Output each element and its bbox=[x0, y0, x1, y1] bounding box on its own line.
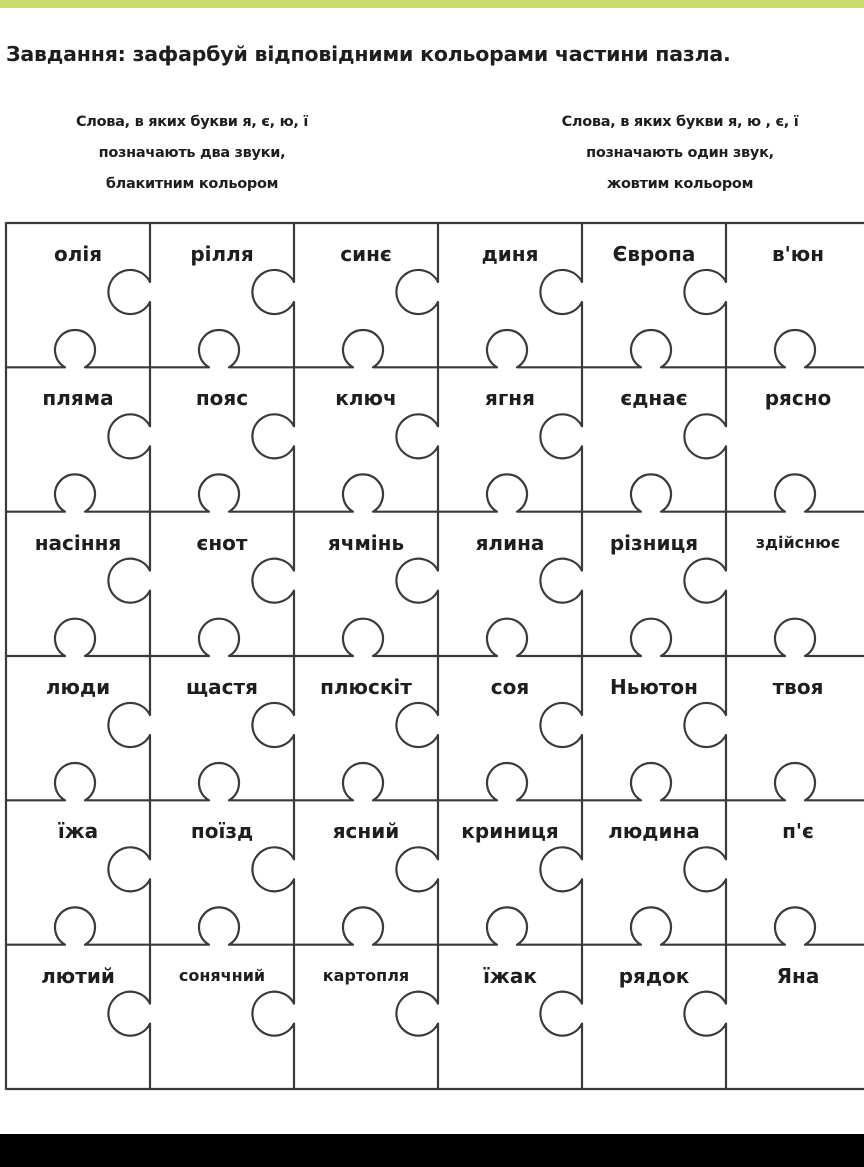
puzzle-edge-horizontal bbox=[6, 763, 150, 800]
puzzle-word[interactable]: різниця bbox=[609, 530, 699, 555]
puzzle-edge-horizontal bbox=[150, 474, 294, 511]
puzzle-word[interactable]: поїзд bbox=[190, 819, 254, 844]
puzzle-word[interactable]: ключ bbox=[335, 386, 397, 411]
puzzle-edge-horizontal bbox=[438, 474, 582, 511]
puzzle-edge-horizontal bbox=[150, 907, 294, 944]
puzzle-word[interactable]: щастя bbox=[186, 675, 258, 699]
puzzle-word[interactable]: соя bbox=[490, 675, 530, 699]
puzzle-word[interactable]: здійснює bbox=[755, 532, 841, 552]
puzzle-word[interactable]: плюскіт bbox=[320, 675, 412, 699]
puzzle-edge-horizontal bbox=[582, 330, 726, 367]
puzzle-edge-horizontal bbox=[726, 619, 864, 656]
puzzle-word[interactable]: диня bbox=[481, 242, 539, 266]
instruction-left-line-3: блакитним кольором bbox=[105, 176, 279, 192]
puzzle-edge-horizontal bbox=[438, 763, 582, 800]
puzzle-edge-horizontal bbox=[726, 474, 864, 511]
puzzle-word[interactable]: в'юн bbox=[771, 242, 825, 266]
puzzle-edge-horizontal bbox=[294, 474, 438, 511]
puzzle-edge-horizontal bbox=[294, 330, 438, 367]
puzzle-edge-horizontal bbox=[726, 763, 864, 800]
puzzle-word[interactable]: сонячний bbox=[178, 965, 266, 985]
puzzle-word[interactable]: їжа bbox=[57, 819, 99, 844]
instruction-left-line-2: позначають два звуки, bbox=[98, 145, 286, 161]
puzzle-word[interactable]: картопля bbox=[322, 965, 410, 985]
puzzle-word[interactable]: їжак bbox=[483, 963, 537, 988]
puzzle-word[interactable]: п'є bbox=[782, 819, 814, 844]
puzzle-edge-horizontal bbox=[6, 619, 150, 656]
puzzle-word[interactable]: Яна bbox=[776, 963, 820, 988]
puzzle-edge-horizontal bbox=[6, 474, 150, 511]
puzzle-edge-horizontal bbox=[6, 907, 150, 944]
puzzle-word[interactable]: насіння bbox=[34, 530, 122, 555]
puzzle-edge-horizontal bbox=[582, 907, 726, 944]
puzzle-word[interactable]: пояс bbox=[195, 386, 249, 411]
puzzle-edge-horizontal bbox=[150, 619, 294, 656]
puzzle-edge-horizontal bbox=[438, 619, 582, 656]
puzzle-word[interactable]: рядок bbox=[618, 963, 690, 988]
puzzle-word[interactable]: єднає bbox=[620, 386, 688, 411]
puzzle-word[interactable]: пляма bbox=[42, 386, 114, 411]
puzzle-word[interactable]: ялина bbox=[475, 530, 545, 555]
puzzle-word[interactable]: єнот bbox=[196, 530, 248, 555]
puzzle-edge-horizontal bbox=[726, 330, 864, 367]
instruction-right-line-2: позначають один звук, bbox=[586, 145, 774, 161]
instruction-right-line-3: жовтим кольором bbox=[606, 176, 754, 192]
puzzle-word[interactable]: ясний bbox=[332, 819, 400, 844]
puzzle-word[interactable]: Ньютон bbox=[610, 675, 698, 699]
puzzle-edge-horizontal bbox=[438, 907, 582, 944]
puzzle-word[interactable]: синє bbox=[340, 242, 392, 266]
puzzle-word[interactable]: люди bbox=[45, 675, 111, 699]
puzzle-word[interactable]: рясно bbox=[764, 386, 832, 411]
puzzle-edge-horizontal bbox=[294, 763, 438, 800]
puzzle-edge-horizontal bbox=[438, 330, 582, 367]
puzzle-word[interactable]: ячмінь bbox=[327, 530, 405, 555]
puzzle-word[interactable]: твоя bbox=[772, 675, 824, 699]
puzzle-word[interactable]: олія bbox=[53, 242, 103, 266]
puzzle-edge-horizontal bbox=[582, 619, 726, 656]
puzzle-word[interactable]: рілля bbox=[190, 242, 254, 266]
puzzle-edge-horizontal bbox=[582, 474, 726, 511]
puzzle-edge-horizontal bbox=[150, 330, 294, 367]
puzzle-word[interactable]: Європа bbox=[612, 242, 696, 266]
puzzle-word[interactable]: криниця bbox=[461, 819, 559, 844]
puzzle-word[interactable]: людина bbox=[608, 819, 700, 844]
puzzle-edge-horizontal bbox=[294, 907, 438, 944]
puzzle-edge-horizontal bbox=[150, 763, 294, 800]
puzzle-edge-horizontal bbox=[726, 907, 864, 944]
bottom-bar bbox=[0, 1134, 864, 1167]
puzzle-word[interactable]: лютий bbox=[41, 963, 115, 988]
instruction-right-line-1: Слова, в яких букви я, ю , є, ї bbox=[561, 114, 799, 130]
instruction-left-line-1: Слова, в яких букви я, є, ю, ї bbox=[75, 114, 309, 130]
task-title: Завдання: зафарбуй відповідними кольорами частини пазла. bbox=[6, 42, 731, 66]
puzzle-edge-horizontal bbox=[294, 619, 438, 656]
puzzle-edge-horizontal bbox=[582, 763, 726, 800]
puzzle-edge-horizontal bbox=[6, 330, 150, 367]
puzzle-word[interactable]: ягня bbox=[485, 386, 535, 411]
